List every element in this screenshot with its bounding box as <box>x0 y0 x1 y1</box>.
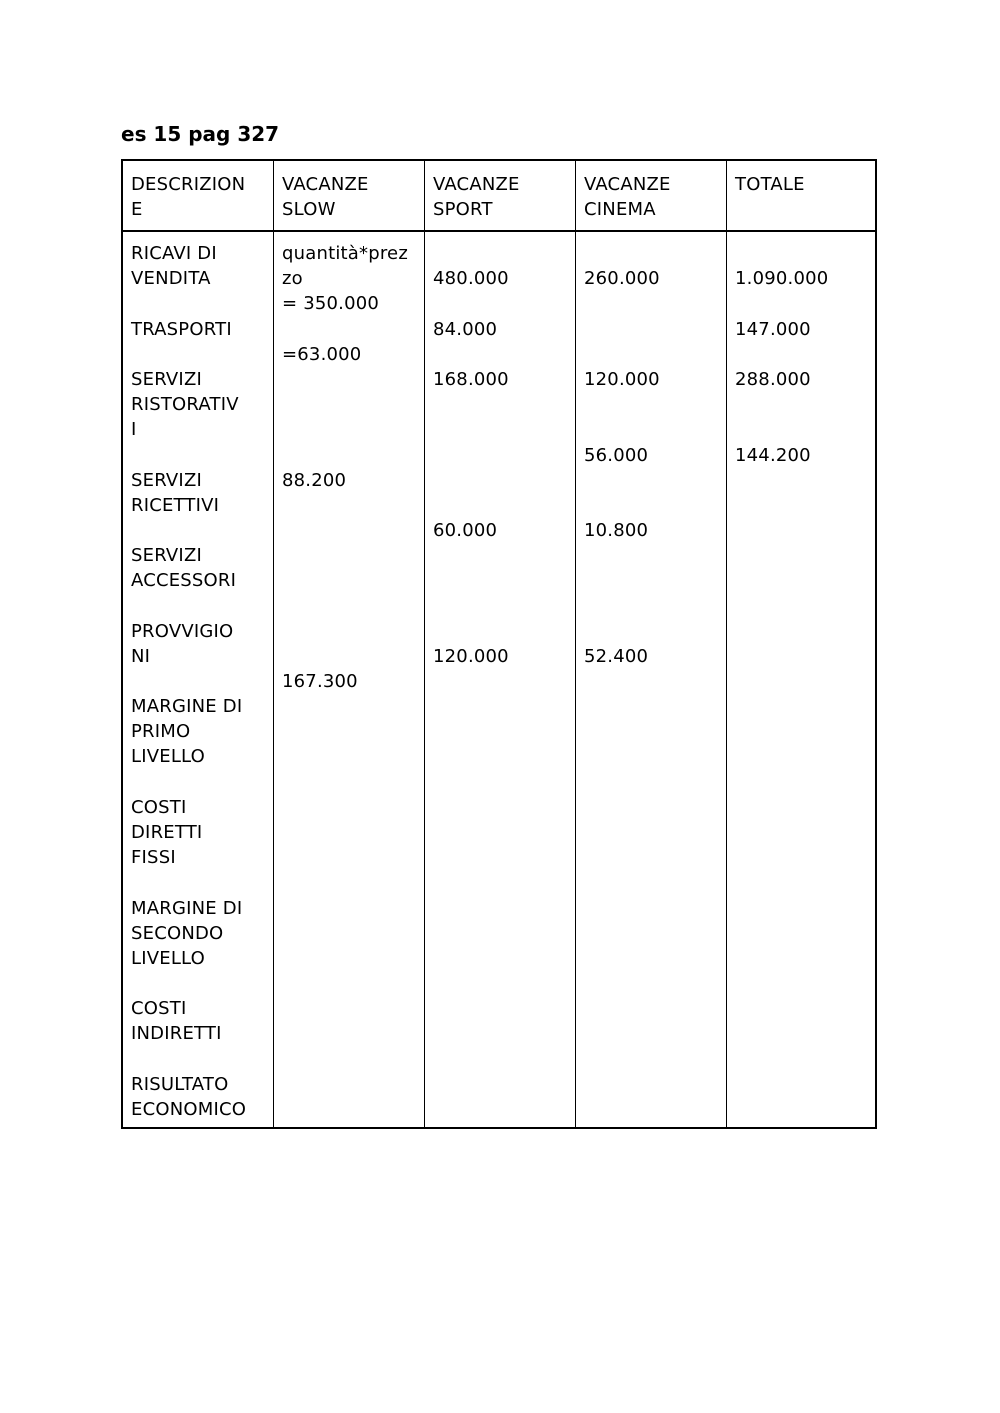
cell-totale-ricettivi: 144.200 <box>735 445 811 466</box>
header-vacanze-slow: VACANZE SLOW <box>282 174 369 221</box>
row-label-accessori: SERVIZI ACCESSORI <box>131 545 237 592</box>
cell-slow-ricavi: quantità*prez zo = 350.000 <box>282 243 408 315</box>
column-divider <box>424 161 426 1127</box>
row-label-ricettivi: SERVIZI RICETTIVI <box>131 470 220 517</box>
header-descrizione: DESCRIZION E <box>131 174 246 221</box>
row-label-trasporti: TRASPORTI <box>131 319 232 340</box>
row-label-costi-fissi: COSTI DIRETTI FISSI <box>131 797 203 869</box>
cell-slow-provvigioni: 167.300 <box>282 671 358 692</box>
cell-sport-ricavi: 480.000 <box>433 268 509 289</box>
header-vacanze-sport: VACANZE SPORT <box>433 174 520 221</box>
row-label-ristorativi: SERVIZI RISTORATIV I <box>131 369 239 441</box>
cell-totale-ricavi: 1.090.000 <box>735 268 829 289</box>
cell-slow-ricettivi: 88.200 <box>282 470 347 491</box>
cell-sport-ristorativi: 168.000 <box>433 369 509 390</box>
cell-totale-trasporti: 147.000 <box>735 319 811 340</box>
header-divider <box>123 230 875 232</box>
column-divider <box>726 161 728 1127</box>
cell-sport-trasporti: 84.000 <box>433 319 498 340</box>
cell-cinema-accessori: 10.800 <box>584 520 649 541</box>
cell-totale-ristorativi: 288.000 <box>735 369 811 390</box>
cell-cinema-ristorativi: 120.000 <box>584 369 660 390</box>
row-label-margine-secondo: MARGINE DI SECONDO LIVELLO <box>131 898 243 970</box>
cell-cinema-ricavi: 260.000 <box>584 268 660 289</box>
budget-table <box>121 159 877 1129</box>
row-label-ricavi: RICAVI DI VENDITA <box>131 243 217 290</box>
header-vacanze-cinema: VACANZE CINEMA <box>584 174 671 221</box>
row-label-margine-primo: MARGINE DI PRIMO LIVELLO <box>131 696 243 768</box>
cell-sport-accessori: 60.000 <box>433 520 498 541</box>
row-label-costi-indiretti: COSTI INDIRETTI <box>131 998 222 1045</box>
header-totale: TOTALE <box>735 174 805 195</box>
row-label-provvigioni: PROVVIGIO NI <box>131 621 234 668</box>
column-divider <box>273 161 275 1127</box>
cell-cinema-provvigioni: 52.400 <box>584 646 649 667</box>
cell-slow-trasporti: =63.000 <box>282 344 362 365</box>
page-title: es 15 pag 327 <box>121 122 280 146</box>
column-divider <box>575 161 577 1127</box>
row-label-risultato: RISULTATO ECONOMICO <box>131 1074 247 1121</box>
cell-sport-provvigioni: 120.000 <box>433 646 509 667</box>
cell-cinema-ricettivi: 56.000 <box>584 445 649 466</box>
